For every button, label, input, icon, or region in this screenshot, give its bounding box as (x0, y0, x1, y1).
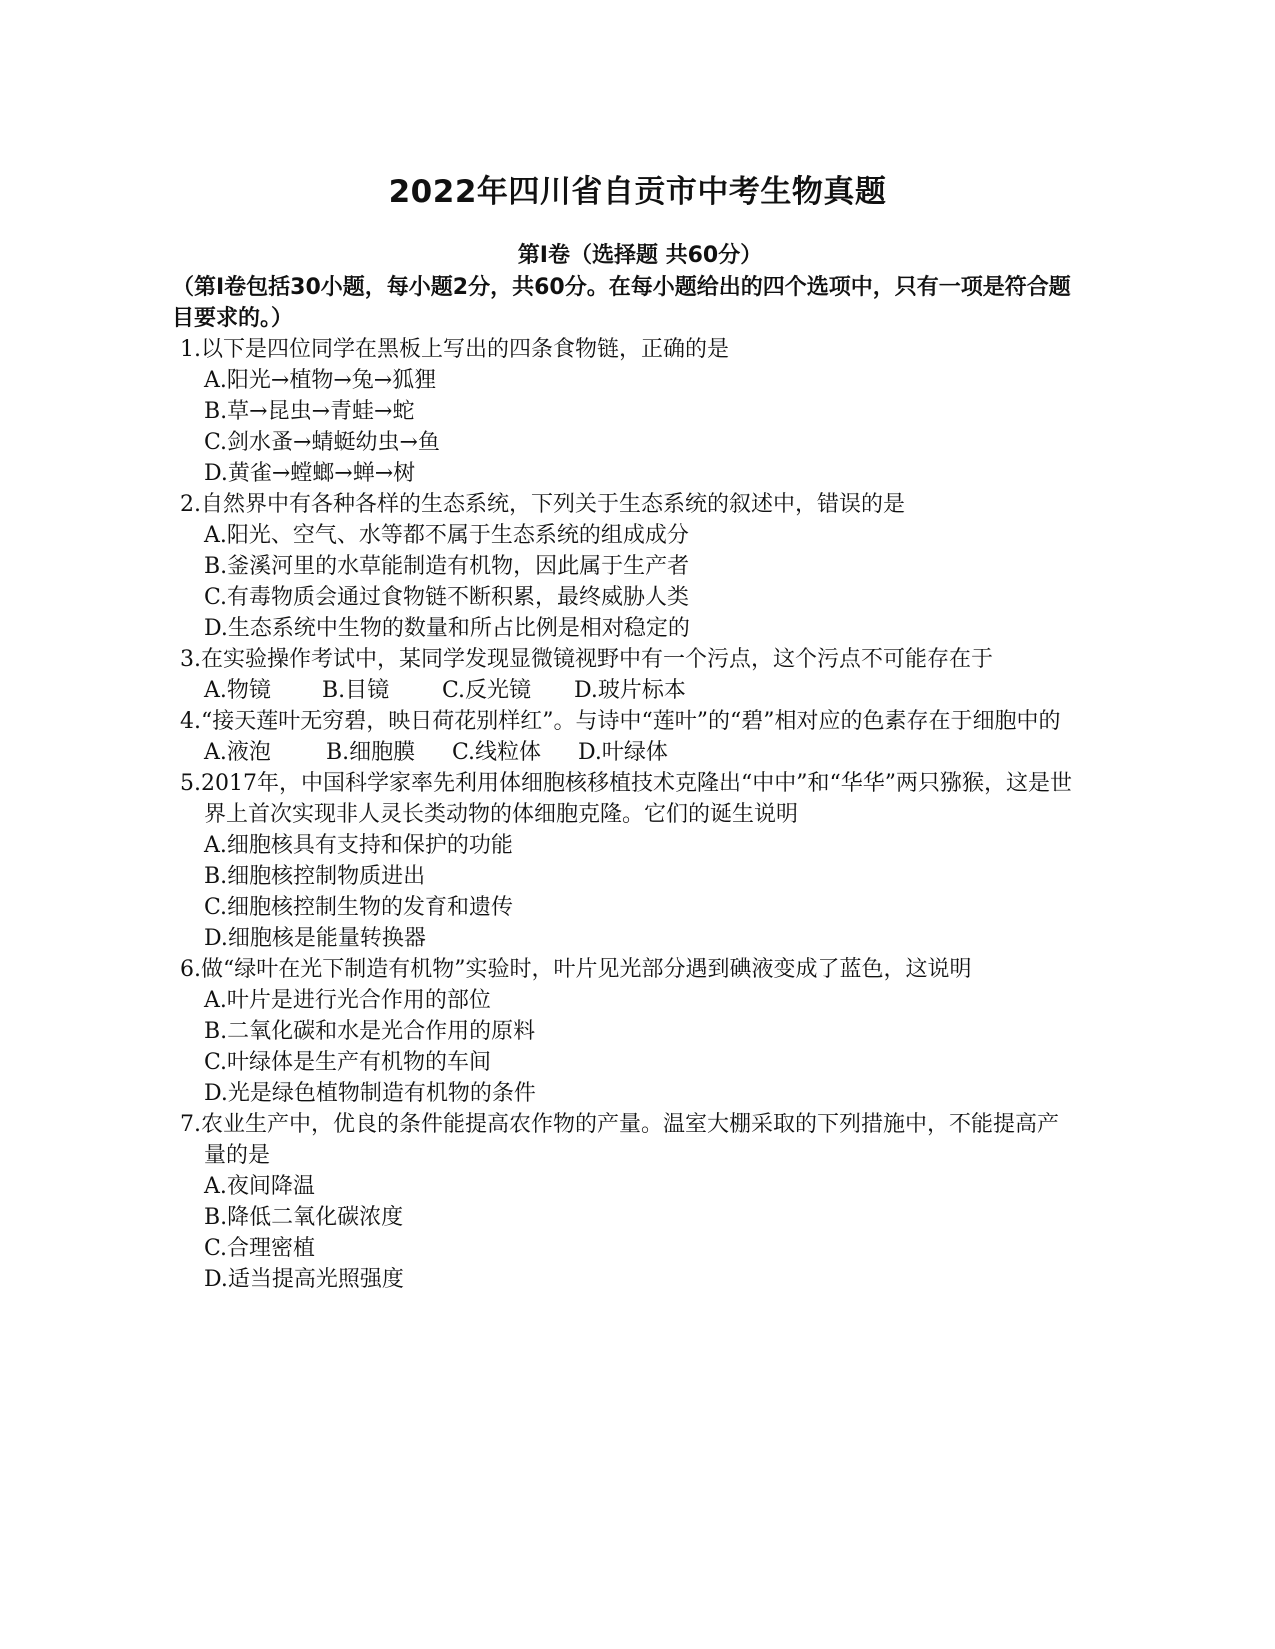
question-7 (180, 1109, 1080, 1295)
option-c: C.细胞核控制生物的发育和遗传 (204, 895, 514, 920)
option-d: D.黄雀→螳螂→蝉→树 (204, 461, 416, 486)
exam-title: 2022年四川省自贡市中考生物真题 (388, 174, 887, 210)
question-5 (180, 768, 1080, 954)
options-row (180, 737, 1080, 768)
question-2 (180, 489, 1080, 644)
option-a: A.液泡 (204, 740, 271, 765)
option-c: C.反光镜 (442, 678, 532, 703)
option-c: C.合理密植 (204, 1236, 316, 1261)
question-3 (180, 644, 1080, 706)
question-stem: 4.“接天莲叶无穷碧，映日荷花别样红”。与诗中“莲叶”的“碧”相对应的色素存在于细胞中的 (180, 709, 1061, 734)
question-4 (180, 706, 1080, 768)
exam-content (172, 238, 1080, 1295)
option-d: D.光是绿色植物制造有机物的条件 (204, 1081, 536, 1106)
option-b: B.细胞膜 (326, 740, 416, 765)
option-a: A.物镜 (204, 678, 271, 703)
option-b: B.细胞核控制物质进出 (204, 864, 426, 889)
option-a: A.阳光→植物→兔→狐狸 (204, 368, 437, 393)
option-a: A.叶片是进行光合作用的部位 (204, 988, 491, 1013)
option-d: D.细胞核是能量转换器 (204, 926, 426, 951)
option-a: A.夜间降温 (204, 1174, 315, 1199)
question-stem: 6.做“绿叶在光下制造有机物”实验时，叶片见光部分遇到碘液变成了蓝色，这说明 (180, 957, 972, 982)
question-6 (180, 954, 1080, 1109)
option-c: C.线粒体 (452, 740, 542, 765)
question-1 (180, 334, 1080, 489)
option-c: C.叶绿体是生产有机物的车间 (204, 1050, 492, 1075)
option-b: B.目镜 (322, 678, 390, 703)
option-c: C.剑水蚤→蜻蜓幼虫→鱼 (204, 430, 440, 455)
option-b: B.釜溪河里的水草能制造有机物，因此属于生产者 (204, 554, 690, 579)
option-d: D.玻片标本 (574, 678, 686, 703)
question-stem: 3.在实验操作考试中，某同学发现显微镜视野中有一个污点，这个污点不可能存在于 (180, 647, 993, 672)
option-c: C.有毒物质会通过食物链不断积累，最终威胁人类 (204, 585, 690, 610)
question-stem: 1.以下是四位同学在黑板上写出的四条食物链，正确的是 (180, 337, 729, 362)
option-b: B.草→昆虫→青蛙→蛇 (204, 399, 415, 424)
question-stem: 5.2017年，中国科学家率先利用体细胞核移植技术克隆出“中中”和“华华”两只猕猴，这是世界上首次实现非人灵长类动物的体细胞克隆。它们的诞生说明 (180, 771, 1072, 827)
option-d: D.适当提高光照强度 (204, 1267, 404, 1292)
options-row (180, 675, 1080, 706)
option-a: A.细胞核具有支持和保护的功能 (204, 833, 513, 858)
question-stem: 7.农业生产中，优良的条件能提高农作物的产量。温室大棚采取的下列措施中，不能提高产量的是 (180, 1112, 1059, 1168)
option-b: B.二氧化碳和水是光合作用的原料 (204, 1019, 536, 1044)
section-instructions: （第Ⅰ卷包括30小题，每小题2分，共60分。在每小题给出的四个选项中，只有一项是符合题目要求的。） (172, 275, 1071, 331)
option-b: B.降低二氧化碳浓度 (204, 1205, 404, 1230)
option-d: D.叶绿体 (578, 740, 668, 765)
section-heading: 第Ⅰ卷（选择题 共60分） (517, 243, 763, 268)
option-a: A.阳光、空气、水等都不属于生态系统的组成成分 (204, 523, 689, 548)
option-d: D.生态系统中生物的数量和所占比例是相对稳定的 (204, 616, 690, 641)
question-stem: 2.自然界中有各种各样的生态系统，下列关于生态系统的叙述中，错误的是 (180, 492, 905, 517)
